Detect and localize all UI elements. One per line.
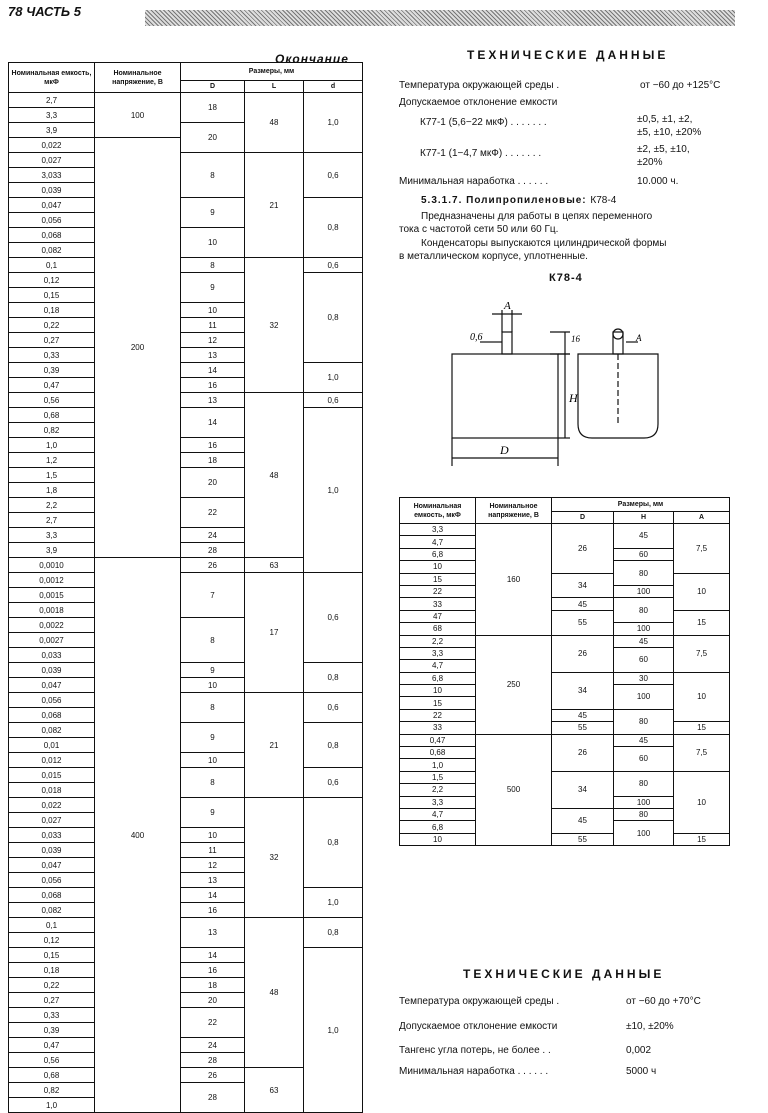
- table-cell: 1,0: [9, 1098, 95, 1113]
- table-cell: 0,082: [9, 903, 95, 918]
- table-cell: 0,0015: [9, 588, 95, 603]
- table-cell: 48: [245, 393, 304, 558]
- right-table-body: [400, 524, 730, 846]
- col-capacitance-2: Номинальная емкость, мкФ: [400, 498, 476, 524]
- table-cell: 32: [245, 798, 304, 918]
- table-cell: 0,012: [9, 753, 95, 768]
- description-line-2: тока с частотой сети 50 или 60 Гц.: [399, 224, 559, 235]
- table-cell: 18: [181, 93, 245, 123]
- table-cell: 0,6: [304, 393, 363, 408]
- table-cell: 12: [181, 333, 245, 348]
- tech-data-title-2: ТЕХНИЧЕСКИЕ ДАННЫЕ: [463, 967, 665, 981]
- table-cell: 0,56: [9, 393, 95, 408]
- table-row: [400, 722, 730, 734]
- table-cell: 33: [400, 722, 476, 734]
- table-cell: 20: [181, 468, 245, 498]
- table-cell: 0,022: [9, 798, 95, 813]
- table-cell: 0,8: [304, 273, 363, 363]
- section-heading: [421, 195, 616, 206]
- table-cell: 45: [552, 808, 614, 833]
- temp-label-2: Температура окружающей среды .: [399, 996, 560, 1007]
- table-cell: 80: [614, 709, 674, 734]
- table-cell: 0,56: [9, 1053, 95, 1068]
- tech-data-title-1: ТЕХНИЧЕСКИЕ ДАННЫЕ: [467, 48, 669, 62]
- table-cell: 55: [552, 610, 614, 635]
- table-cell: 0,12: [9, 273, 95, 288]
- table-cell: 22: [400, 709, 476, 721]
- life-value-2: 5000 ч: [626, 1066, 657, 1077]
- table-cell: 100: [614, 796, 674, 808]
- table-cell: 500: [476, 734, 552, 846]
- table-cell: 2,7: [9, 93, 95, 108]
- table-cell: 13: [181, 393, 245, 408]
- table-cell: 60: [614, 548, 674, 560]
- table-cell: 250: [476, 635, 552, 734]
- table-cell: 26: [181, 1068, 245, 1083]
- table-cell: 34: [552, 771, 614, 808]
- table-row: [9, 198, 363, 213]
- table-row: [400, 734, 730, 746]
- front-body-outline: [452, 354, 558, 438]
- table-cell: 0,15: [9, 288, 95, 303]
- table-cell: 0,015: [9, 768, 95, 783]
- left-table-body: [9, 93, 363, 1113]
- table-row: [9, 888, 363, 903]
- table-cell: 10: [400, 561, 476, 573]
- table-cell: 12: [181, 858, 245, 873]
- table-cell: 4,7: [400, 660, 476, 672]
- table-cell: 20: [181, 123, 245, 153]
- table-cell: 24: [181, 1038, 245, 1053]
- table-cell: 3,3: [9, 108, 95, 123]
- table-cell: 16: [181, 378, 245, 393]
- table-cell: 0,8: [304, 663, 363, 693]
- table-cell: 0,0012: [9, 573, 95, 588]
- table-cell: 0,68: [9, 1068, 95, 1083]
- table-cell: 0,18: [9, 963, 95, 978]
- table-cell: 45: [614, 734, 674, 746]
- description-line-3: Конденсаторы выпускаются цилиндрической формы: [421, 238, 667, 249]
- table-cell: 0,47: [400, 734, 476, 746]
- col-d-2: D: [552, 512, 614, 524]
- table-cell: 10: [181, 303, 245, 318]
- table-cell: 60: [614, 647, 674, 672]
- table-cell: 10: [400, 833, 476, 845]
- table-cell: 13: [181, 918, 245, 948]
- table-cell: 0,082: [9, 723, 95, 738]
- table-cell: 0,0018: [9, 603, 95, 618]
- table-cell: 13: [181, 348, 245, 363]
- table-cell: 48: [245, 93, 304, 153]
- col-dimensions: Размеры, мм: [181, 63, 363, 81]
- table-cell: 1,5: [9, 468, 95, 483]
- table-cell: 6,8: [400, 672, 476, 684]
- table-cell: 100: [614, 585, 674, 597]
- table-cell: 26: [552, 635, 614, 672]
- table-cell: 26: [552, 524, 614, 574]
- table-row: [9, 798, 363, 813]
- table-cell: 0,68: [9, 408, 95, 423]
- table-cell: 1,0: [304, 888, 363, 918]
- table-cell: 80: [614, 771, 674, 796]
- tan-label: Тангенс угла потерь, не более . .: [399, 1045, 551, 1056]
- table-cell: 400: [95, 558, 181, 1113]
- table-cell: 100: [614, 623, 674, 635]
- table-cell: 55: [552, 722, 614, 734]
- table-cell: 0,047: [9, 678, 95, 693]
- temp-label-1: Температура окружающей среды .: [399, 80, 560, 91]
- table-cell: 16: [181, 963, 245, 978]
- col-a-2: A: [674, 512, 730, 524]
- col-dimensions-2: Размеры, мм: [552, 498, 730, 512]
- table-cell: 1,0: [400, 759, 476, 771]
- table-row: [9, 768, 363, 783]
- table-row: [9, 663, 363, 678]
- table-row: [400, 635, 730, 647]
- table-cell: 7: [181, 573, 245, 618]
- left-capacitor-table: [8, 62, 363, 1113]
- table-cell: 200: [95, 138, 181, 558]
- table-cell: 20: [181, 993, 245, 1008]
- table-cell: 80: [614, 561, 674, 586]
- table-cell: 7,5: [674, 524, 730, 574]
- dim-a2-label: A: [636, 333, 642, 343]
- table-cell: 0,15: [9, 948, 95, 963]
- table-cell: 28: [181, 1053, 245, 1068]
- table-cell: 0,022: [9, 138, 95, 153]
- table-cell: 7,5: [674, 734, 730, 771]
- table-cell: 11: [181, 318, 245, 333]
- table-cell: 1,0: [304, 93, 363, 153]
- table-cell: 100: [614, 821, 674, 846]
- table-cell: 45: [552, 598, 614, 610]
- table-cell: 10: [181, 828, 245, 843]
- table-cell: 21: [245, 693, 304, 798]
- table-row: [9, 393, 363, 408]
- table-cell: 55: [552, 833, 614, 845]
- table-cell: 4,7: [400, 808, 476, 820]
- dim-06-label: 0,6: [470, 332, 483, 343]
- table-cell: 80: [614, 808, 674, 820]
- table-row: [9, 93, 363, 108]
- table-cell: 8: [181, 618, 245, 663]
- temp-value-1: от −60 до +125°С: [640, 80, 721, 91]
- table-cell: 3,3: [400, 796, 476, 808]
- table-cell: 0,039: [9, 183, 95, 198]
- table-cell: 0,1: [9, 918, 95, 933]
- table-row: [400, 610, 730, 622]
- table-cell: 22: [400, 585, 476, 597]
- table-cell: 9: [181, 198, 245, 228]
- table-cell: 1,0: [304, 948, 363, 1113]
- table-cell: 0,047: [9, 858, 95, 873]
- table-cell: 2,7: [9, 513, 95, 528]
- table-cell: 17: [245, 573, 304, 693]
- table-cell: 21: [245, 153, 304, 258]
- description-line-4: в металлическом корпусе, уплотненные.: [399, 251, 588, 262]
- table-row: [9, 948, 363, 963]
- temp-value-2: от −60 до +70°С: [626, 996, 701, 1007]
- table-cell: 68: [400, 623, 476, 635]
- table-cell: 30: [614, 672, 674, 684]
- table-row: [9, 273, 363, 288]
- tan-value: 0,002: [626, 1045, 652, 1056]
- table-row: [9, 258, 363, 273]
- table-cell: 9: [181, 798, 245, 828]
- table-row: [400, 573, 730, 585]
- table-cell: 0,047: [9, 198, 95, 213]
- col-capacitance: Номинальная емкость, мкФ: [9, 63, 95, 93]
- table-cell: 14: [181, 948, 245, 963]
- deviation-label-2: Допускаемое отклонение емкости: [399, 1021, 558, 1032]
- table-cell: 6,8: [400, 821, 476, 833]
- right-capacitor-table: [399, 497, 730, 846]
- drawing-title: К78-4: [549, 272, 583, 284]
- life-label-2: Минимальная наработка . . . . . .: [399, 1066, 549, 1077]
- page-number: 78: [8, 4, 23, 19]
- table-cell: 13: [181, 873, 245, 888]
- col-h-2: H: [614, 512, 674, 524]
- table-cell: 45: [552, 709, 614, 721]
- table-continuation-caption: Окончание: [275, 52, 349, 66]
- table-cell: 15: [400, 573, 476, 585]
- table-cell: 10: [181, 228, 245, 258]
- table-cell: 60: [614, 747, 674, 772]
- table-cell: 34: [552, 573, 614, 598]
- table-cell: 32: [245, 258, 304, 393]
- table-row: [400, 672, 730, 684]
- table-cell: 63: [245, 558, 304, 573]
- table-cell: 0,8: [304, 798, 363, 888]
- k77a-value-2: ±5, ±10, ±20%: [637, 127, 702, 138]
- table-cell: 0,8: [304, 918, 363, 948]
- table-cell: 2,2: [9, 498, 95, 513]
- col-voltage: Номинальное напряжение, В: [95, 63, 181, 93]
- front-terminal: [502, 332, 512, 354]
- table-cell: 15: [674, 833, 730, 845]
- table-cell: 160: [476, 524, 552, 636]
- table-cell: 1,0: [304, 363, 363, 393]
- k77b-value-1: ±2, ±5, ±10,: [637, 144, 690, 155]
- table-cell: 0,068: [9, 888, 95, 903]
- table-cell: 0,068: [9, 228, 95, 243]
- k77b-label: К77-1 (1−4,7 мкФ) . . . . . . .: [420, 148, 542, 159]
- table-row: [400, 524, 730, 536]
- table-cell: 16: [181, 438, 245, 453]
- life-label-1: Минимальная наработка . . . . . .: [399, 176, 549, 187]
- table-cell: 0,6: [304, 768, 363, 798]
- table-cell: 0,27: [9, 993, 95, 1008]
- table-cell: 0,6: [304, 258, 363, 273]
- dim-h-label: H: [569, 391, 578, 405]
- table-cell: 0,039: [9, 663, 95, 678]
- table-cell: 26: [181, 558, 245, 573]
- table-cell: 26: [552, 734, 614, 771]
- table-cell: 0,8: [304, 198, 363, 258]
- table-row: [9, 153, 363, 168]
- table-cell: 0,33: [9, 1008, 95, 1023]
- table-cell: 18: [181, 453, 245, 468]
- col-d: D: [181, 81, 245, 93]
- table-cell: 0,027: [9, 153, 95, 168]
- table-cell: 3,9: [9, 543, 95, 558]
- table-cell: 0,47: [9, 378, 95, 393]
- table-cell: 1,5: [400, 771, 476, 783]
- life-value-1: 10.000 ч.: [637, 176, 679, 187]
- table-cell: 28: [181, 1083, 245, 1113]
- table-cell: 16: [181, 903, 245, 918]
- capacitor-drawing: [440, 296, 680, 474]
- dim-16-label: 16: [571, 334, 580, 344]
- table-cell: 0,39: [9, 363, 95, 378]
- k77b-value-2: ±20%: [637, 157, 663, 168]
- table-cell: 80: [614, 598, 674, 623]
- table-cell: 0,068: [9, 708, 95, 723]
- table-cell: 7,5: [674, 635, 730, 672]
- table-cell: 15: [400, 697, 476, 709]
- table-row: [400, 771, 730, 783]
- table-cell: 34: [552, 672, 614, 709]
- table-cell: 100: [95, 93, 181, 138]
- header-band: [145, 10, 735, 26]
- table-cell: 22: [181, 1008, 245, 1038]
- table-cell: 0,8: [304, 723, 363, 768]
- table-cell: 10: [674, 573, 730, 610]
- table-row: [9, 723, 363, 738]
- col-lead-d: d: [304, 81, 363, 93]
- table-row: [9, 573, 363, 588]
- table-cell: 11: [181, 843, 245, 858]
- table-cell: 0,6: [304, 693, 363, 723]
- table-cell: 0,1: [9, 258, 95, 273]
- table-cell: 0,82: [9, 1083, 95, 1098]
- table-cell: 0,082: [9, 243, 95, 258]
- table-cell: 0,27: [9, 333, 95, 348]
- table-cell: 14: [181, 888, 245, 903]
- table-cell: 0,033: [9, 828, 95, 843]
- table-cell: 0,22: [9, 318, 95, 333]
- table-cell: 9: [181, 663, 245, 678]
- col-l: L: [245, 81, 304, 93]
- table-cell: 6,8: [400, 548, 476, 560]
- table-cell: 8: [181, 153, 245, 198]
- table-cell: 0,056: [9, 693, 95, 708]
- part-label: ЧАСТЬ 5: [26, 4, 81, 19]
- table-cell: 22: [181, 498, 245, 528]
- table-cell: 3,9: [9, 123, 95, 138]
- dim-a-label: A: [504, 300, 511, 312]
- table-cell: 9: [181, 273, 245, 303]
- section-title: 5.3.1.7. Полипропиленовые:: [421, 195, 587, 206]
- table-cell: 10: [181, 678, 245, 693]
- table-cell: 0,22: [9, 978, 95, 993]
- table-cell: 2,2: [400, 784, 476, 796]
- section-type: К78-4: [590, 195, 617, 206]
- table-cell: 0,033: [9, 648, 95, 663]
- table-cell: 0,47: [9, 1038, 95, 1053]
- k77a-value-1: ±0,5, ±1, ±2,: [637, 114, 693, 125]
- table-cell: 0,0022: [9, 618, 95, 633]
- table-cell: 0,82: [9, 423, 95, 438]
- deviation-label-1: Допускаемое отклонение емкости: [399, 97, 558, 108]
- table-cell: 33: [400, 598, 476, 610]
- table-row: [9, 408, 363, 423]
- table-cell: 3,3: [9, 528, 95, 543]
- k77a-label: К77-1 (5,6−22 мкФ) . . . . . . .: [420, 117, 547, 128]
- table-row: [9, 693, 363, 708]
- table-row: [9, 363, 363, 378]
- table-cell: 0,018: [9, 783, 95, 798]
- table-cell: 1,2: [9, 453, 95, 468]
- table-cell: 0,0027: [9, 633, 95, 648]
- table-cell: 8: [181, 768, 245, 798]
- col-voltage-2: Номинальное напряжение, В: [476, 498, 552, 524]
- table-cell: 14: [181, 408, 245, 438]
- table-cell: 1,0: [304, 408, 363, 573]
- table-cell: 47: [400, 610, 476, 622]
- table-cell: 0,0010: [9, 558, 95, 573]
- table-cell: 15: [674, 722, 730, 734]
- table-cell: 14: [181, 363, 245, 378]
- table-cell: 0,39: [9, 1023, 95, 1038]
- table-cell: 10: [674, 672, 730, 722]
- table-cell: 3,033: [9, 168, 95, 183]
- table-cell: 8: [181, 693, 245, 723]
- table-row: [9, 918, 363, 933]
- table-cell: 1,8: [9, 483, 95, 498]
- table-cell: 10: [181, 753, 245, 768]
- table-cell: 0,01: [9, 738, 95, 753]
- table-cell: 8: [181, 258, 245, 273]
- table-cell: 0,68: [400, 747, 476, 759]
- table-row: [400, 833, 730, 845]
- table-cell: 0,33: [9, 348, 95, 363]
- table-cell: 4,7: [400, 536, 476, 548]
- table-cell: 0,18: [9, 303, 95, 318]
- table-cell: 45: [614, 635, 674, 647]
- table-cell: 28: [181, 543, 245, 558]
- table-cell: 48: [245, 918, 304, 1068]
- table-cell: 2,2: [400, 635, 476, 647]
- table-cell: 0,6: [304, 153, 363, 198]
- table-cell: 45: [614, 524, 674, 549]
- table-cell: 0,056: [9, 873, 95, 888]
- table-cell: 24: [181, 528, 245, 543]
- deviation-value-2: ±10, ±20%: [626, 1021, 674, 1032]
- table-cell: 0,6: [304, 573, 363, 663]
- table-cell: 10: [674, 771, 730, 833]
- table-cell: 18: [181, 978, 245, 993]
- table-cell: 1,0: [9, 438, 95, 453]
- dim-d-label: D: [500, 443, 509, 457]
- table-cell: 3,3: [400, 647, 476, 659]
- page-header: [8, 4, 81, 19]
- table-cell: 9: [181, 723, 245, 753]
- table-cell: 3,3: [400, 524, 476, 536]
- table-cell: 0,039: [9, 843, 95, 858]
- table-cell: 0,056: [9, 213, 95, 228]
- table-cell: 0,027: [9, 813, 95, 828]
- description-line-1: Предназначены для работы в цепях переменного: [421, 211, 653, 222]
- table-cell: 15: [674, 610, 730, 635]
- table-cell: 10: [400, 685, 476, 697]
- table-cell: 0,12: [9, 933, 95, 948]
- table-cell: 63: [245, 1068, 304, 1113]
- table-cell: 100: [614, 685, 674, 710]
